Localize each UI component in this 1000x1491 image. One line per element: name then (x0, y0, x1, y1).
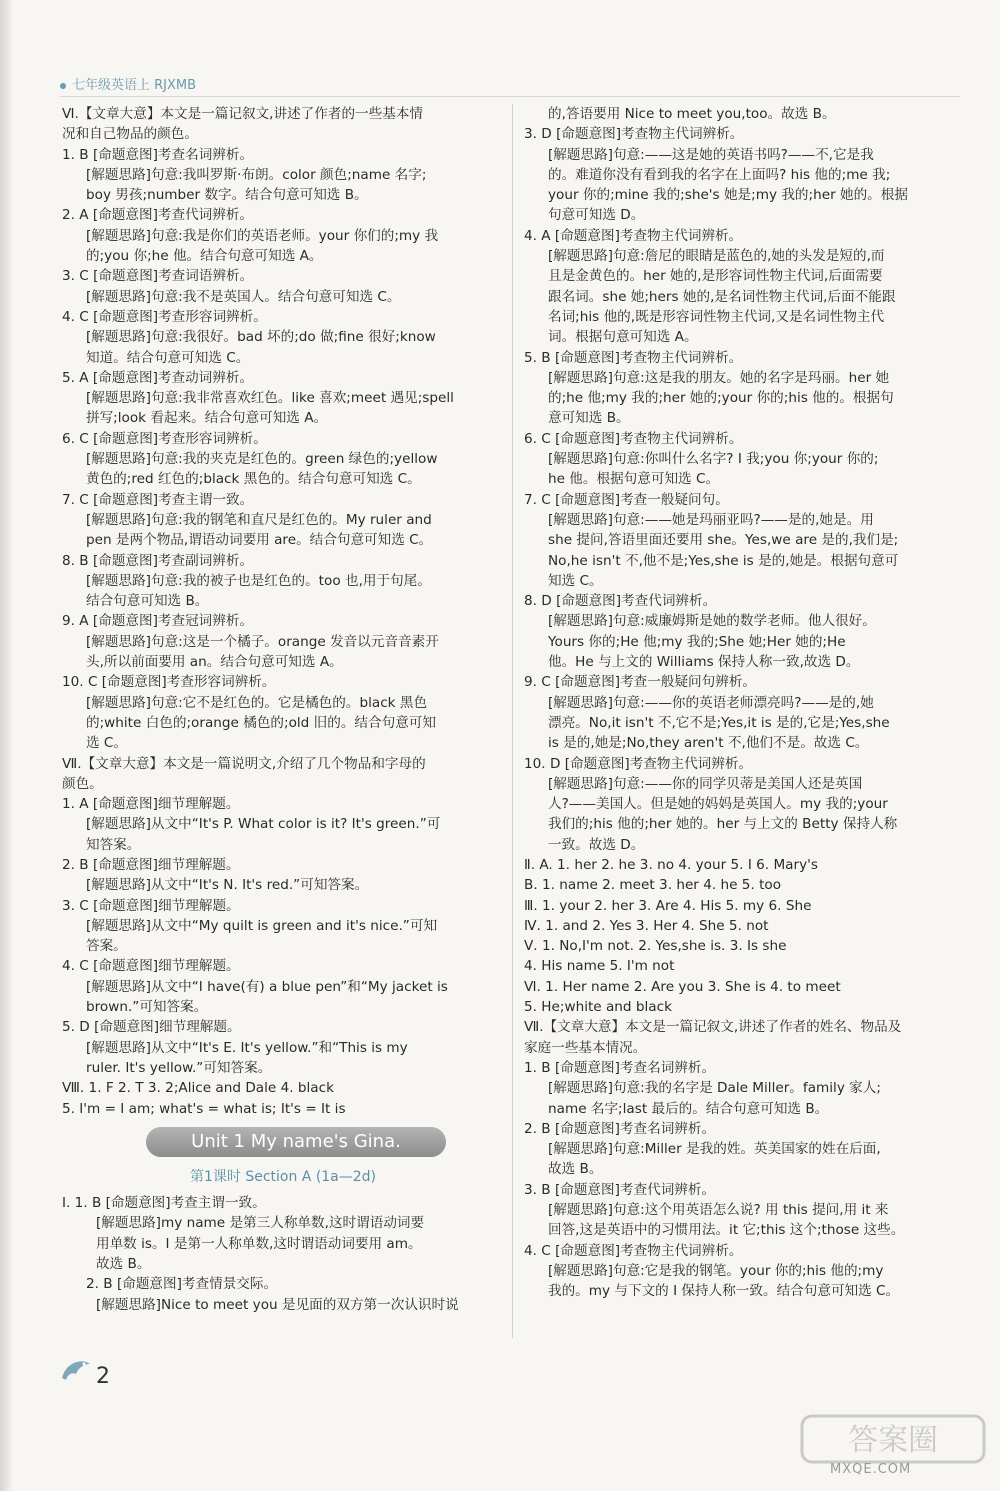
text-line: [解题思路]从文中“I have(有) a blue pen”和“My jacket is (86, 978, 448, 995)
text-line: [解题思路]句意:我不是英国人。结合句意可知选 C。 (86, 288, 401, 305)
text-line: Ⅷ. 1. F 2. T 3. 2;Alice and Dale 4. black (62, 1080, 334, 1097)
text-line: 6. C [命题意图]考查物主代词辨析。 (524, 430, 743, 447)
text-line: 7. C [命题意图]考查一般疑问句。 (524, 491, 729, 508)
text-line: 5. He;white and black (524, 999, 672, 1016)
text-line: Ⅴ. 1. No,I'm not. 2. Yes,she is. 3. Is she (524, 938, 787, 955)
text-line: [解题思路]从文中“It's E. It's yellow.”和“This is my (86, 1039, 408, 1056)
text-line: [解题思路]my name 是第三人称单数,这时谓语动词要 (96, 1215, 425, 1232)
text-line: 10. C [命题意图]考查形容词辨析。 (62, 674, 276, 691)
text-line: [解题思路]句意:威廉姆斯是她的数学老师。他人很好。 (548, 613, 876, 630)
watermark-brand: 答案圈 (848, 1423, 938, 1458)
text-line: 他。He 与上文的 Williams 保持人称一致,故选 D。 (548, 654, 860, 671)
text-line: [解题思路]句意:——你的同学贝蒂是美国人还是英国 (548, 775, 863, 792)
text-line: Ⅰ. 1. B [命题意图]考查主谓一致。 (62, 1195, 266, 1212)
text-line: brown.”可知答案。 (86, 999, 208, 1016)
text-line: 5. D [命题意图]细节理解题。 (62, 1019, 241, 1036)
page-binding-shadow (0, 0, 14, 1491)
text-line: 3. B [命题意图]考查代词辨析。 (524, 1181, 716, 1198)
text-line: is 是的,她是;No,they aren't 不,他们不是。故选 C。 (548, 735, 869, 752)
text-line: 7. C [命题意图]考查主谓一致。 (62, 491, 254, 508)
text-line: 4. C [命题意图]考查形容词辨析。 (62, 308, 267, 325)
text-line: 知选 C。 (548, 572, 603, 589)
text-line: 4. C [命题意图]细节理解题。 (62, 958, 240, 975)
text-line: she 提问,答语里面还要用 she。Yes,we are 是的,我们是; (548, 532, 899, 549)
text-line: he 他。根据句意可知选 C。 (548, 471, 720, 488)
page-header (60, 74, 196, 93)
left-lines (62, 104, 504, 1119)
text-line: Ⅳ. 1. and 2. Yes 3. Her 4. She 5. not (524, 917, 769, 934)
text-line: 5. I'm = I am; what's = what is; It's = It is (62, 1100, 346, 1117)
text-line: [解题思路]句意:我非常喜欢红色。like 喜欢;meet 遇见;spell (86, 390, 454, 407)
text-line: 黄色的;red 红色的;black 黑色的。结合句意可知选 C。 (86, 471, 421, 488)
text-line: pen 是两个物品,谓语动词要用 are。结合句意可知选 C。 (86, 532, 433, 549)
text-line: [解题思路]句意:我的夹克是红色的。green 绿色的;yellow (86, 451, 438, 468)
text-line: Ⅵ. 1. Her name 2. Are you 3. She is 4. to meet (524, 978, 841, 995)
text-line: 4. A [命题意图]考查物主代词辨析。 (524, 227, 743, 244)
text-line: 1. B [命题意图]考查名词辨析。 (524, 1059, 716, 1076)
text-line: [解题思路]句意:你叫什么名字? I 我;you 你;your 你的; (548, 451, 879, 468)
text-line: 8. B [命题意图]考查副词辨析。 (62, 552, 254, 569)
text-line: 故选 B。 (548, 1161, 603, 1178)
text-line: 4. C [命题意图]考查物主代词辨析。 (524, 1242, 743, 1259)
text-line: [解题思路]句意:我叫罗斯·布朗。color 颜色;name 名字; (86, 166, 427, 183)
text-line: [解题思路]句意:它是我的钢笔。your 你的;his 他的;my (548, 1262, 884, 1279)
text-line: 选 C。 (86, 735, 128, 752)
text-line: 一致。故选 D。 (548, 836, 645, 853)
page-number: 2 (96, 1364, 110, 1389)
text-line: Ⅲ. 1. your 2. her 3. Are 4. His 5. my 6. She (524, 897, 812, 914)
text-line: 的;you 你;he 他。结合句意可知选 A。 (86, 248, 323, 265)
text-line: [解题思路]句意:这是一个橘子。orange 发音以元音音素开 (86, 633, 439, 650)
right-column (524, 104, 964, 1302)
text-line: [解题思路]Nice to meet you 是见面的双方第一次认识时说 (96, 1296, 459, 1313)
text-line: 名词;his 他的,既是形容词性物主代词,又是名词性物主代 (548, 308, 885, 325)
text-line: 漂亮。No,it isn't 不,它不是;Yes,it is 是的,它是;Yes,she (548, 714, 890, 731)
header-title: 七年级英语上 RJXMB (72, 78, 197, 93)
text-line: 句意可知选 D。 (548, 207, 645, 224)
text-line: 人?——美国人。但是她的妈妈是英国人。my 我的;your (548, 796, 888, 813)
left-lines-continued (62, 1193, 504, 1315)
right-lines (524, 104, 964, 1302)
text-line: 10. D [命题意图]考查物主代词辨析。 (524, 755, 753, 772)
text-line: 知答案。 (86, 836, 141, 853)
text-line: ruler. It's yellow.”可知答案。 (86, 1059, 272, 1076)
text-line: 的;white 白色的;orange 橘色的;old 旧的。结合句意可知 (86, 714, 436, 731)
text-line: 的。难道你没有看到我的名字在上面吗? his 他的;me 我; (548, 166, 891, 183)
column-divider (512, 104, 513, 1338)
text-line: 跟名词。she 她;hers 她的,是名词性物主代词,后面不能跟 (548, 288, 896, 305)
text-line: [解题思路]句意:——这是她的英语书吗?——不,它是我 (548, 146, 874, 163)
text-line: your 你的;mine 我的;she's 她是;my 我的;her 她的。根据 (548, 187, 908, 204)
text-line: 5. A [命题意图]考查动词辨析。 (62, 369, 254, 386)
unit-banner: Unit 1 My name's Gina. (146, 1127, 446, 1157)
text-line: 2. B [命题意图]考查情景交际。 (86, 1276, 278, 1293)
text-line: 1. B [命题意图]考查名词辨析。 (62, 146, 254, 163)
text-line: [解题思路]句意:我的被子也是红色的。too 也,用于句尾。 (86, 572, 431, 589)
text-line: [解题思路]句意:我是你们的英语老师。your 你们的;my 我 (86, 227, 439, 244)
text-line: 3. D [命题意图]考查物主代词辨析。 (524, 126, 744, 143)
text-line: 2. A [命题意图]考查代词辨析。 (62, 207, 254, 224)
text-line: [解题思路]从文中“My quilt is green and it's nice.”可知 (86, 917, 438, 934)
left-column (62, 104, 504, 1315)
text-line: 我们的;his 他的;her 她的。her 与上文的 Betty 保持人称 (548, 816, 898, 833)
text-line: [解题思路]从文中“It's N. It's red.”可知答案。 (86, 877, 369, 894)
text-line: [解题思路]句意:这个用英语怎么说? 用 this 提问,用 it 来 (548, 1202, 889, 1219)
text-line: 4. His name 5. I'm not (524, 958, 675, 975)
text-line: name 名字;last 最后的。结合句意可知选 B。 (548, 1100, 829, 1117)
text-line: Ⅶ.【文章大意】本文是一篇记叙文,讲述了作者的姓名、物品及 (524, 1019, 902, 1036)
text-line: 颜色。 (62, 775, 103, 792)
text-line: [解题思路]句意:我很好。bad 坏的;do 做;fine 很好;know (86, 329, 436, 346)
text-line: 家庭一些基本情况。 (524, 1039, 647, 1056)
text-line: [解题思路]句意:——她是玛丽亚吗?——是的,她是。用 (548, 511, 874, 528)
text-line: 5. B [命题意图]考查物主代词辨析。 (524, 349, 743, 366)
text-line: 3. C [命题意图]考查词语辨析。 (62, 268, 254, 285)
text-line: 且是金黄色的。her 她的,是形容词性物主代词,后面需要 (548, 268, 883, 285)
text-line: B. 1. name 2. meet 3. her 4. he 5. too (524, 877, 782, 894)
text-line: [解题思路]从文中“It's P. What color is it? It's green.”可 (86, 816, 441, 833)
section-title: 第1课时 Section A (1a—2d) (189, 1168, 377, 1185)
dolphin-logo-icon (58, 1352, 94, 1388)
text-line: 3. C [命题意图]细节理解题。 (62, 897, 240, 914)
text-line: Ⅶ.【文章大意】本文是一篇说明文,介绍了几个物品和字母的 (62, 755, 426, 772)
text-line: [解题思路]句意:这是我的朋友。她的名字是玛丽。her 她 (548, 369, 890, 386)
text-line: 知道。结合句意可知选 C。 (86, 349, 250, 366)
text-line: 1. A [命题意图]细节理解题。 (62, 796, 240, 813)
bullet-icon (60, 83, 66, 89)
text-line: 9. A [命题意图]考查冠词辨析。 (62, 613, 254, 630)
text-line: 词。根据句意可知选 A。 (548, 329, 698, 346)
text-line: 用单数 is。I 是第一人称单数,这时谓语动词要用 am。 (96, 1235, 422, 1252)
text-line: Ⅱ. A. 1. her 2. he 3. no 4. your 5. I 6. Mary's (524, 856, 818, 873)
text-line: 2. B [命题意图]考查名词辨析。 (524, 1120, 716, 1137)
text-line: 结合句意可知选 B。 (86, 593, 209, 610)
text-line: Yours 你的;He 他;my 我的;She 她;Her 她的;He (548, 633, 846, 650)
text-line: 6. C [命题意图]考查形容词辨析。 (62, 430, 267, 447)
text-line: 答案。 (86, 938, 127, 955)
text-line: boy 男孩;number 数字。结合句意可知选 B。 (86, 187, 368, 204)
text-line: 头,所以前面要用 an。结合句意可知选 A。 (86, 654, 343, 671)
text-line: 的;he 他;my 我的;her 她的;your 你的;his 他的。根据句 (548, 390, 894, 407)
text-line: 意可知选 B。 (548, 410, 630, 427)
text-line: 我的。my 与下文的 I 保持人称一致。结合句意可知选 C。 (548, 1283, 900, 1300)
header-rule (60, 96, 960, 97)
text-line: [解题思路]句意:我的名字是 Dale Miller。family 家人; (548, 1080, 881, 1097)
watermark-url: MXQE.COM (830, 1462, 912, 1477)
text-line: No,he isn't 不,他不是;Yes,she is 是的,她是。根据句意可 (548, 552, 899, 569)
text-line: [解题思路]句意:它不是红色的。它是橘色的。black 黑色 (86, 694, 428, 711)
text-line: 的,答语要用 Nice to meet you,too。故选 B。 (548, 106, 836, 122)
text-line: 故选 B。 (96, 1256, 151, 1273)
text-line: [解题思路]句意:詹尼的眼睛是蓝色的,她的头发是短的,而 (548, 248, 885, 265)
text-line: Ⅵ.【文章大意】本文是一篇记叙文,讲述了作者的一些基本情 (62, 106, 424, 122)
text-line: 9. C [命题意图]考查一般疑问句辨析。 (524, 674, 757, 691)
text-line: 2. B [命题意图]细节理解题。 (62, 856, 240, 873)
text-line: [解题思路]句意:——你的英语老师漂亮吗?——是的,她 (548, 694, 874, 711)
text-line: 拼写;look 看起来。结合句意可知选 A。 (86, 410, 328, 427)
text-line: 况和自己物品的颜色。 (62, 126, 198, 143)
text-line: [解题思路]句意:我的钢笔和直尺是红色的。My ruler and (86, 511, 432, 528)
text-line: [解题思路]句意:Miller 是我的姓。英美国家的姓在后面, (548, 1141, 881, 1158)
text-line: 8. D [命题意图]考查代词辨析。 (524, 593, 717, 610)
text-line: 回答,这是英语中的习惯用法。it 它;this 这个;those 这些。 (548, 1222, 905, 1239)
